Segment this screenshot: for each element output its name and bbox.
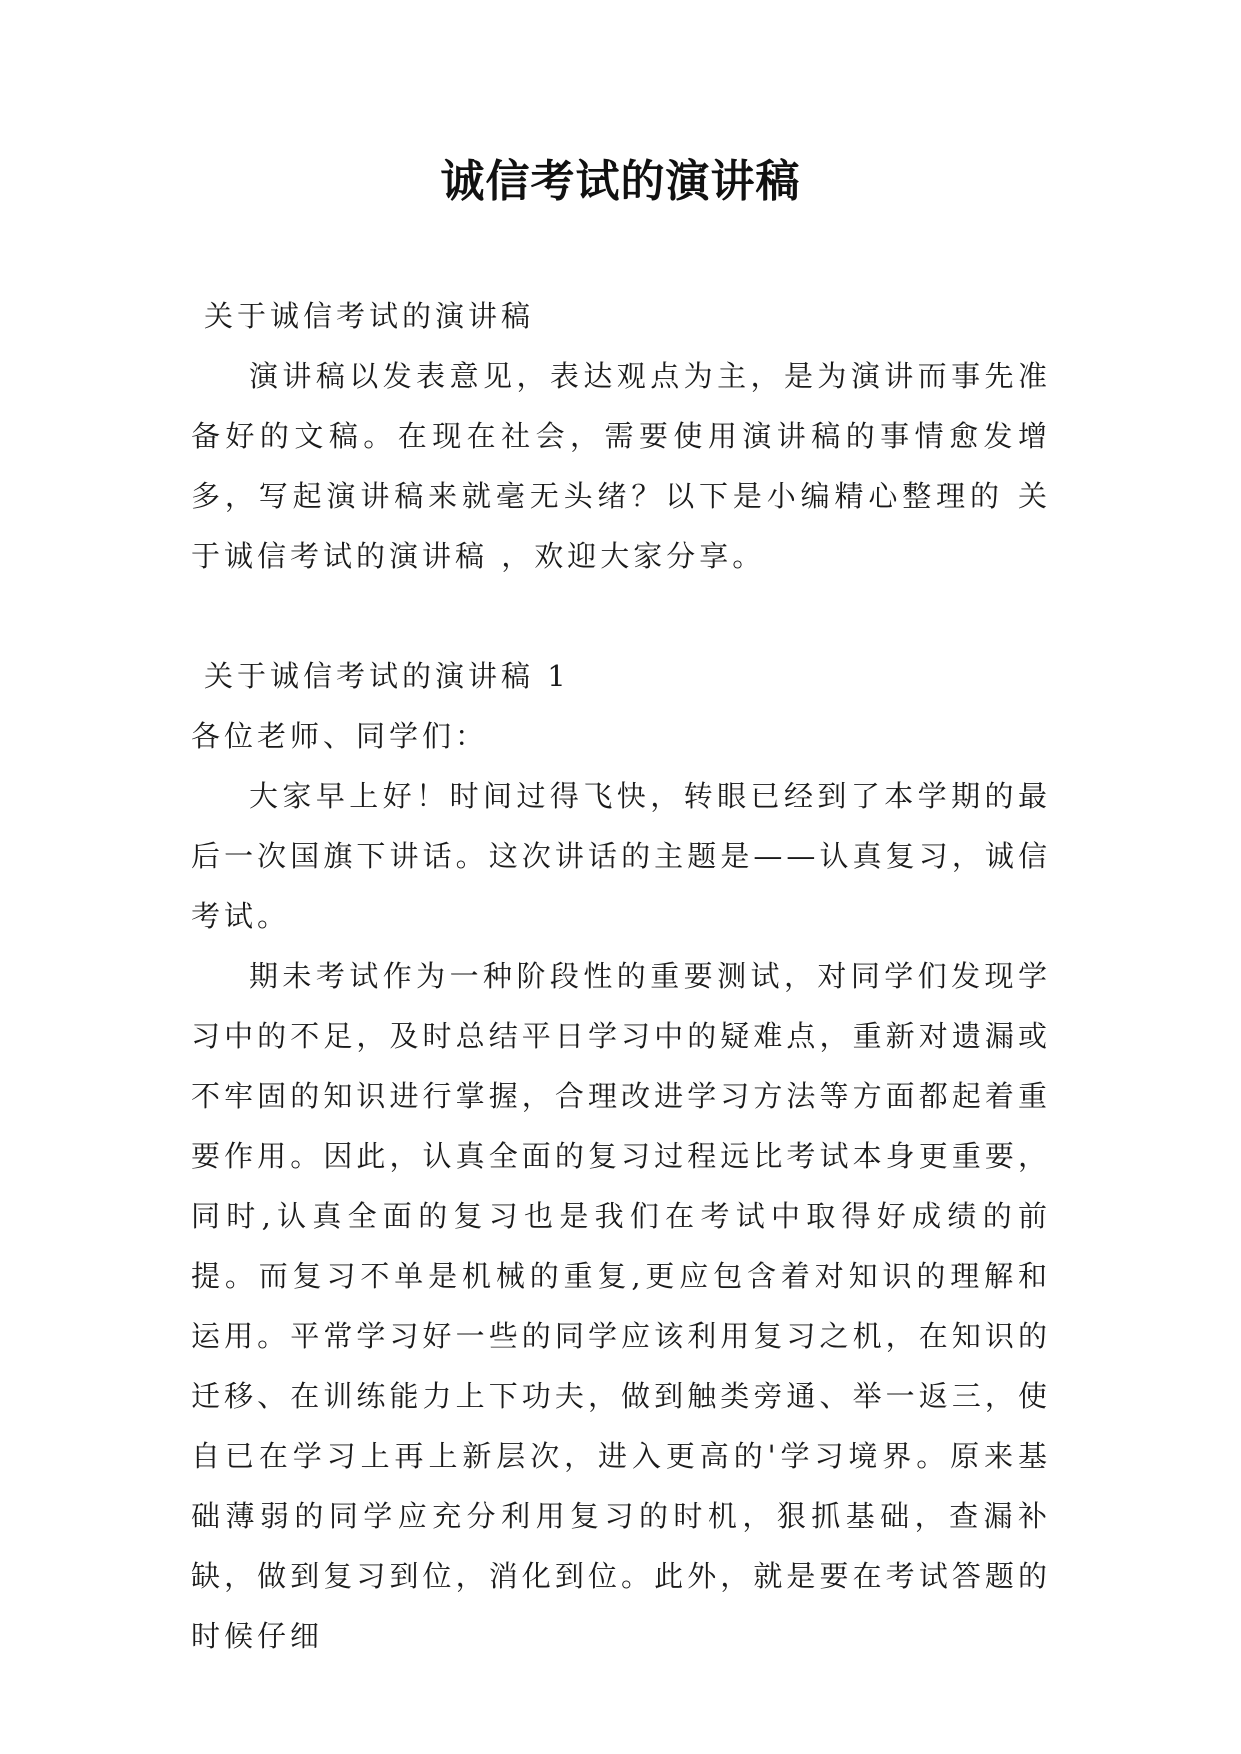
document-body [191,286,1051,1666]
body-paragraph-2: 期未考试作为一种阶段性的重要测试，对同学们发现学习中的不足，及时总结平日学习中的疑难点，重新对遗漏或不牢固的知识进行掌握，合理改进学习方法等方面都起着重要作用。因此，认真全面的复习过程远比考试本身更重要，同时,认真全面的复习也是我们在考试中取得好成绩的前提。而复习不单是机械的重复,更应包含着对知识的理解和运用。平常学习好一些的同学应该利用复习之机，在知识的迁移、在训练能力上下功夫，做到触类旁通、举一返三，使自已在学习上再上新层次，进入更高的'学习境界。原来基础薄弱的同学应充分利用复习的时机，狠抓基础，查漏补缺，做到复习到位，消化到位。此外，就是要在考试答题的时候仔细 [191,959,1051,1653]
intro-paragraph: 演讲稿以发表意见，表达观点为主，是为演讲而事先准备好的文稿。在现在社会，需要使用演讲稿的事情愈发增多，写起演讲稿来就毫无头绪？以下是小编精心整理的 关于诚信考试的演讲稿 ，欢迎大家分享。 [191,359,1051,573]
body-paragraph-1: 大家早上好！时间过得飞快，转眼已经到了本学期的最后一次国旗下讲话。这次讲话的主题是——认真复习，诚信考试。 [191,779,1051,933]
document-title: 诚信考试的演讲稿 [440,156,801,207]
salutation: 各位老师、同学们： [191,719,489,753]
section-heading-1: 关于诚信考试的演讲稿 1 [204,659,570,693]
intro-heading: 关于诚信考试的演讲稿 [204,299,535,333]
section-spacer [191,586,1051,646]
